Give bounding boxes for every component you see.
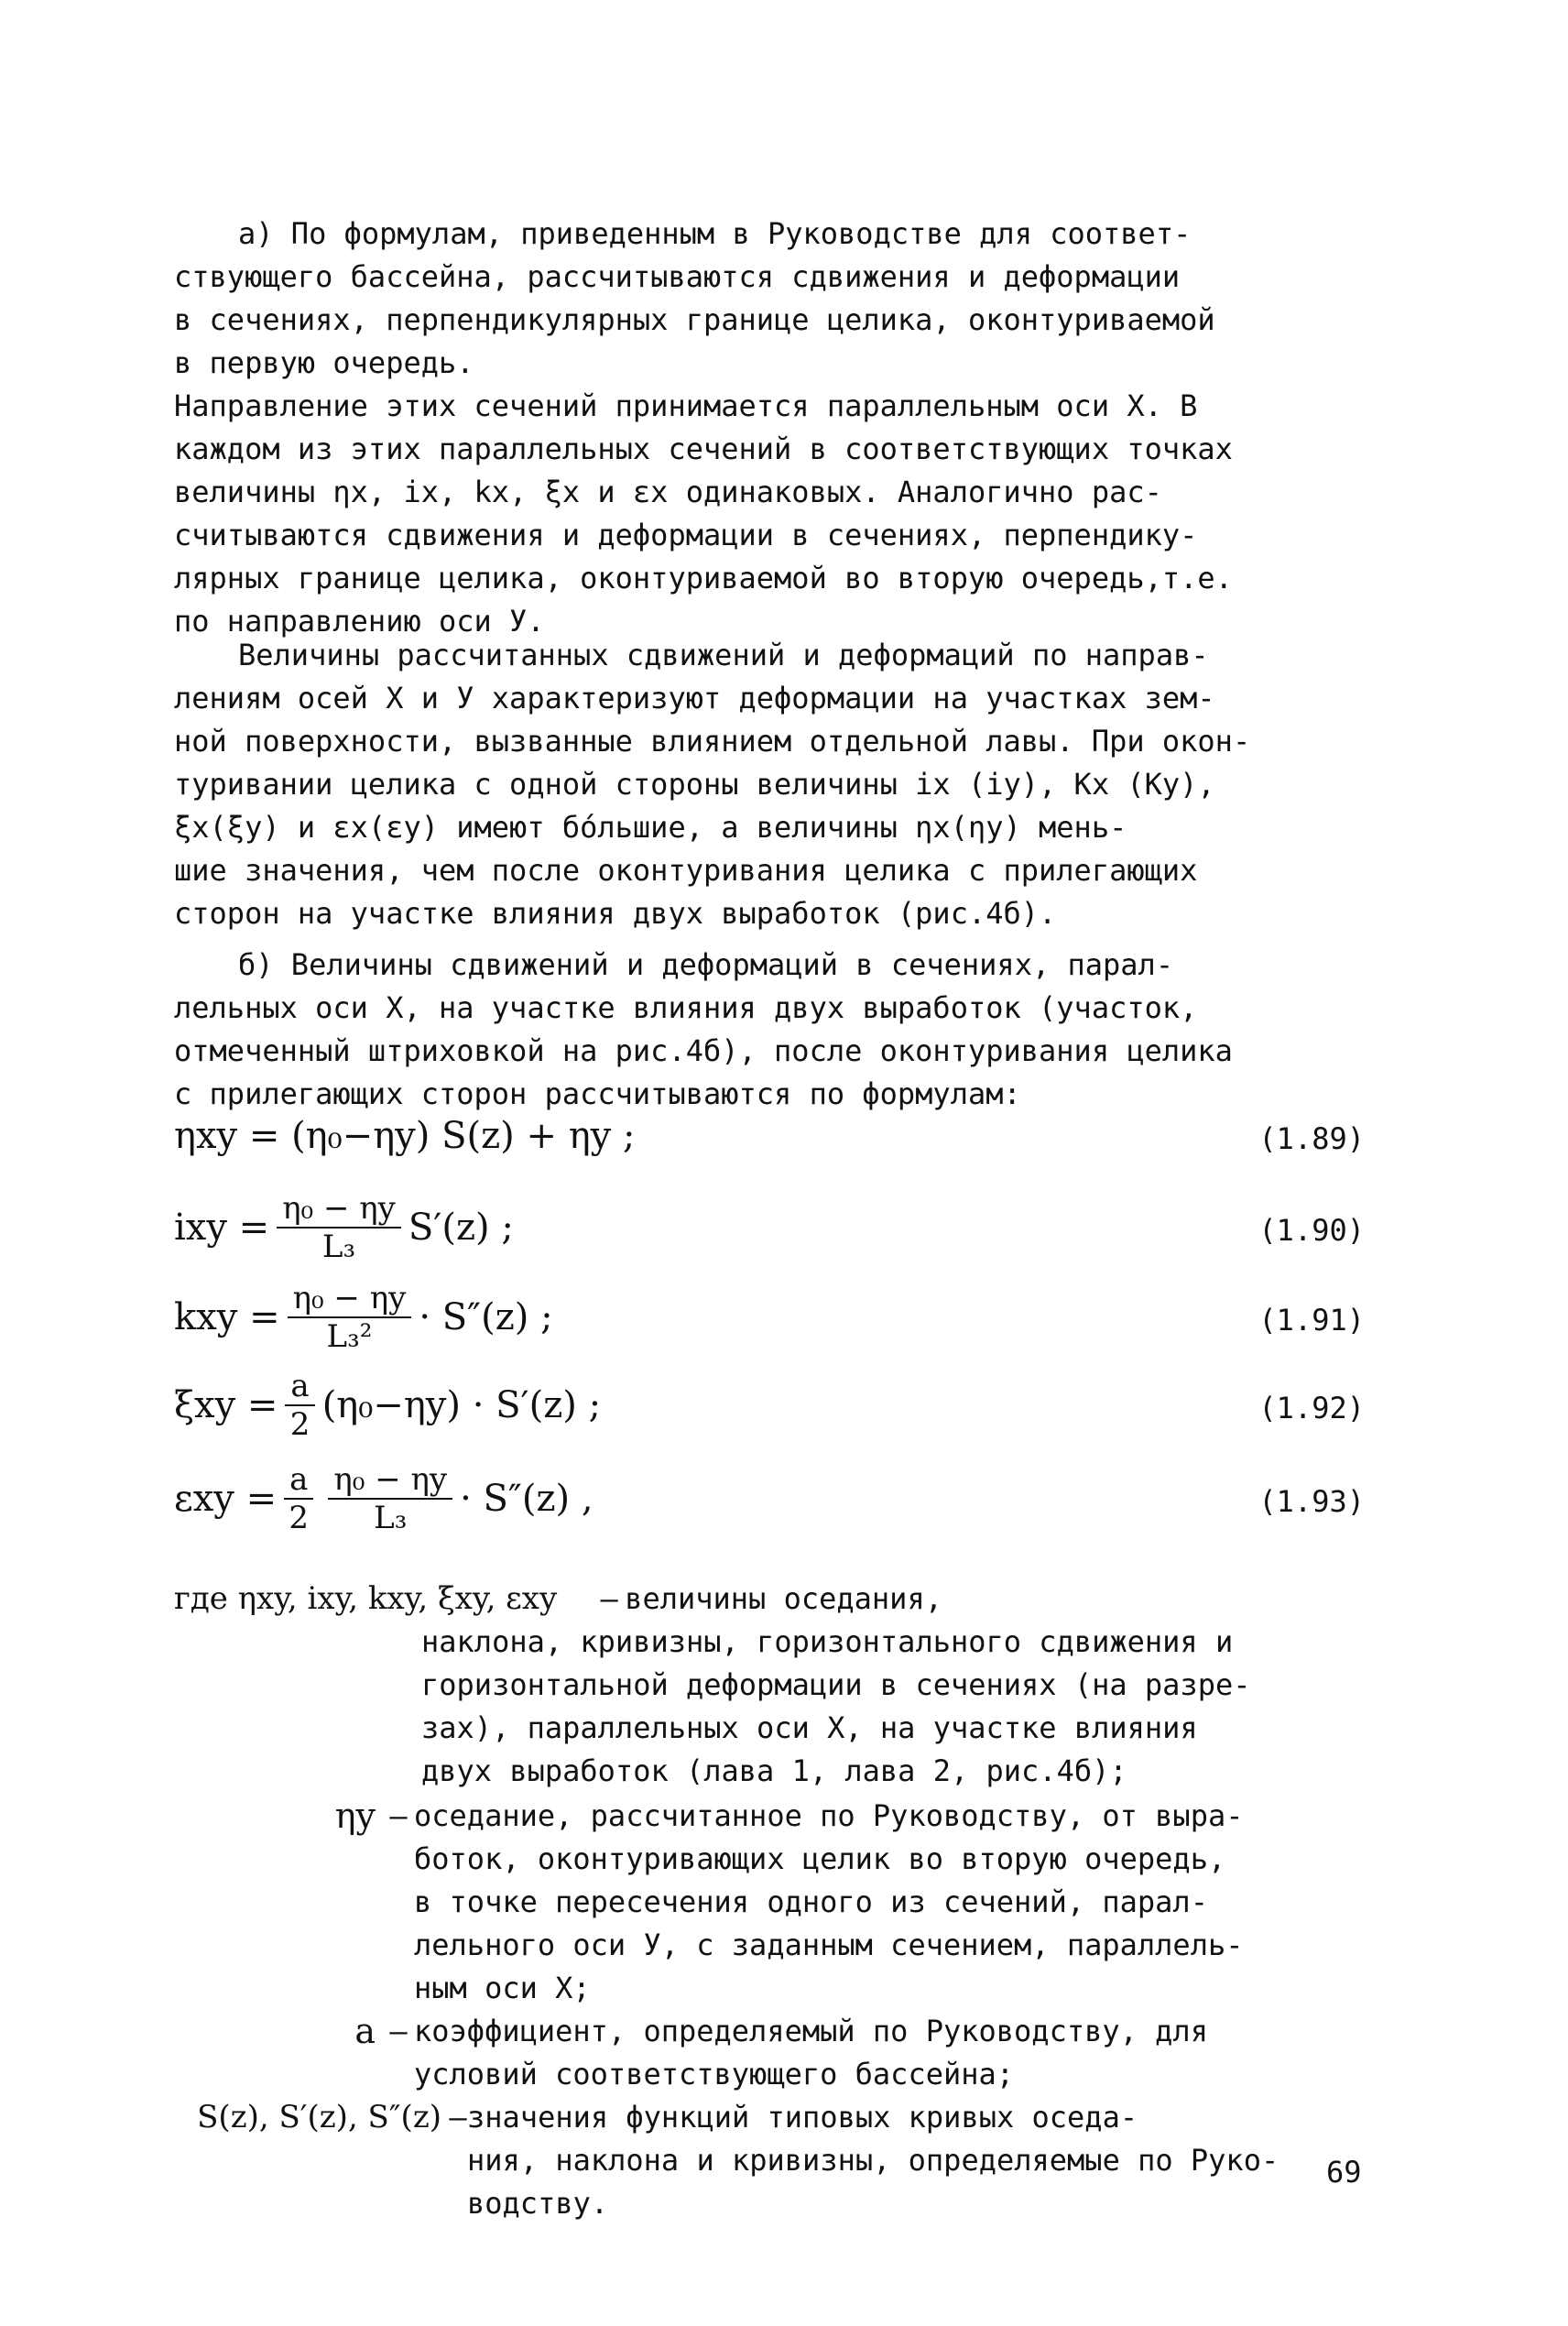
- text-line: ξx(ξy) и εx(εy) имеют бóльшие, а величины ηx(ηy) мень-: [174, 810, 1127, 845]
- text-line: в первую очередь.: [174, 345, 474, 380]
- formula-rhs: S′(z) ;: [408, 1206, 514, 1249]
- definition-text: [414, 1795, 1244, 2010]
- definition-line: ным оси X;: [414, 1971, 591, 2005]
- where-lead: где ηxy, ixy, kxy, ξxy, εxy: [174, 1580, 558, 1617]
- formula-1-89: [174, 1099, 1365, 1173]
- formula-1-93: [174, 1462, 1365, 1535]
- text-line: лельных оси X, на участке влияния двух выработок (участок,: [174, 990, 1198, 1025]
- formula-number: (1.90): [1258, 1213, 1365, 1248]
- definition-line: условий соответствующего бассейна;: [414, 2057, 1015, 2091]
- definition-text: [414, 2010, 1208, 2096]
- formula-rhs: (η₀−ηy) S(z) + ηy ;: [291, 1114, 636, 1157]
- fraction-numerator: η₀ − ηy: [328, 1461, 452, 1500]
- fraction-denominator: L₃: [374, 1500, 408, 1536]
- formula-number: (1.93): [1258, 1484, 1365, 1519]
- definition-text: величины оседания,: [625, 1581, 942, 1616]
- formula-lhs: ixy =: [174, 1206, 270, 1249]
- text-line: лениям осей X и У характеризуют деформации на участках зем-: [174, 681, 1215, 715]
- definition-row: [174, 1578, 1401, 1621]
- definition-text: наклона, кривизны, горизонтального сдвижения и: [421, 1624, 1234, 1659]
- formula-1-90: [174, 1191, 1365, 1264]
- fraction-denominator: 2: [289, 1406, 310, 1443]
- definition-row: [174, 2010, 1401, 2096]
- definition-dash: –: [389, 2014, 408, 2048]
- text-line: в сечениях, перпендикулярных границе целика, оконтуриваемой: [174, 302, 1215, 337]
- text-line: ной поверхности, вызванные влиянием отдельной лавы. При окон-: [174, 724, 1251, 759]
- fraction-denominator: 2: [289, 1500, 310, 1536]
- formula-number: (1.91): [1258, 1303, 1365, 1338]
- where-definitions: [174, 1578, 1401, 2225]
- formula-lhs: εxy =: [174, 1477, 278, 1520]
- text-line: шие значения, чем после оконтуривания целика с прилегающих: [174, 853, 1198, 888]
- text-line: величины ηx, ix, kx, ξx и εx одинаковых. Аналогично рас-: [174, 475, 1162, 509]
- text-line: Величины рассчитанных сдвижений и деформаций по направ-: [238, 638, 1209, 672]
- formula-1-91: [174, 1281, 1365, 1354]
- text-line: сторон на участке влияния двух выработок (рис.4б).: [174, 896, 1057, 931]
- definition-line: водству.: [467, 2186, 609, 2221]
- definition-text: горизонтальной деформации в сечениях (на разре-: [421, 1667, 1251, 1702]
- definition-symbol: a: [354, 2011, 376, 2051]
- fraction-numerator: η₀ − ηy: [288, 1280, 412, 1318]
- text-line: б) Величины сдвижений и деформаций в сечениях, парал-: [238, 947, 1174, 982]
- formula-lhs: kxy =: [174, 1295, 280, 1338]
- paragraph-b: [174, 944, 1401, 1116]
- formula-1-92: [174, 1369, 1365, 1442]
- text-line: с прилегающих сторон рассчитываются по формулам:: [174, 1076, 1021, 1111]
- text-line: считываются сдвижения и деформации в сечениях, перпендику-: [174, 518, 1198, 552]
- definition-row: [174, 2096, 1401, 2225]
- fraction: [277, 1190, 401, 1265]
- fraction: [288, 1280, 412, 1355]
- fraction-denominator: L₃: [321, 1229, 356, 1265]
- definition-dash: –: [389, 1798, 408, 1833]
- definition-line: значения функций типовых кривых оседа-: [467, 2100, 1138, 2135]
- formula-rhs: (η₀−ηy) · S′(z) ;: [321, 1383, 602, 1426]
- text-line: Направление этих сечений принимается параллельным оси X. В: [174, 388, 1198, 423]
- text-line: каждом из этих параллельных сечений в соответствующих точках: [174, 431, 1233, 466]
- definition-continuation: [174, 1621, 1401, 1793]
- fraction-numerator: a: [284, 1461, 313, 1500]
- definition-line: боток, оконтуривающих целик во вторую очередь,: [414, 1841, 1226, 1876]
- fraction: [328, 1461, 452, 1536]
- formula-rhs: · S″(z) ,: [460, 1477, 593, 1520]
- fraction: [284, 1461, 313, 1536]
- definition-line: в точке пересечения одного из сечений, парал-: [414, 1884, 1208, 1919]
- definition-row: [174, 1795, 1401, 2010]
- paragraph-a: [174, 213, 1401, 643]
- text-line: лярных границе целика, оконтуриваемой во вторую очередь,т.е.: [174, 561, 1233, 595]
- formula-number: (1.89): [1258, 1121, 1365, 1156]
- definition-symbol: S(z), S′(z), S″(z): [197, 2099, 441, 2135]
- text-line: по направлению оси У.: [174, 604, 545, 639]
- page-number: 69: [1326, 2155, 1362, 2189]
- text-line: ствующего бассейна, рассчитываются сдвижения и деформации: [174, 259, 1181, 294]
- definition-dash: –: [600, 1581, 618, 1616]
- formula-lhs: ηxy =: [174, 1114, 280, 1157]
- definition-text: двух выработок (лава 1, лава 2, рис.4б);: [421, 1753, 1127, 1788]
- text-line: а) По формулам, приведенным в Руководстве для соответ-: [238, 216, 1192, 251]
- definition-text: зах), параллельных оси X, на участке влияния: [421, 1710, 1198, 1745]
- paragraph-deformations: [174, 634, 1401, 935]
- fraction-denominator: L₃²: [326, 1318, 373, 1355]
- definition-text: [467, 2096, 1279, 2225]
- definition-line: лельного оси У, с заданным сечением, параллель-: [414, 1927, 1244, 1962]
- text-line: отмеченный штриховкой на рис.4б), после оконтуривания целика: [174, 1033, 1233, 1068]
- definition-symbol: ηy: [334, 1796, 376, 1836]
- text-line: туривании целика с одной стороны величины ix (iy), Kx (Ky),: [174, 767, 1215, 802]
- fraction-numerator: a: [285, 1368, 314, 1406]
- formula-rhs: · S″(z) ;: [419, 1295, 553, 1338]
- formula-lhs: ξxy =: [174, 1383, 278, 1426]
- definition-line: ния, наклона и кривизны, определяемые по Руко-: [467, 2143, 1279, 2178]
- fraction: [285, 1368, 314, 1443]
- formula-number: (1.92): [1258, 1391, 1365, 1425]
- definition-line: оседание, рассчитанное по Руководству, от выра-: [414, 1798, 1244, 1833]
- fraction-numerator: η₀ − ηy: [277, 1190, 401, 1229]
- definition-dash: –: [449, 2100, 467, 2135]
- definition-line: коэффициент, определяемый по Руководству, для: [414, 2014, 1208, 2048]
